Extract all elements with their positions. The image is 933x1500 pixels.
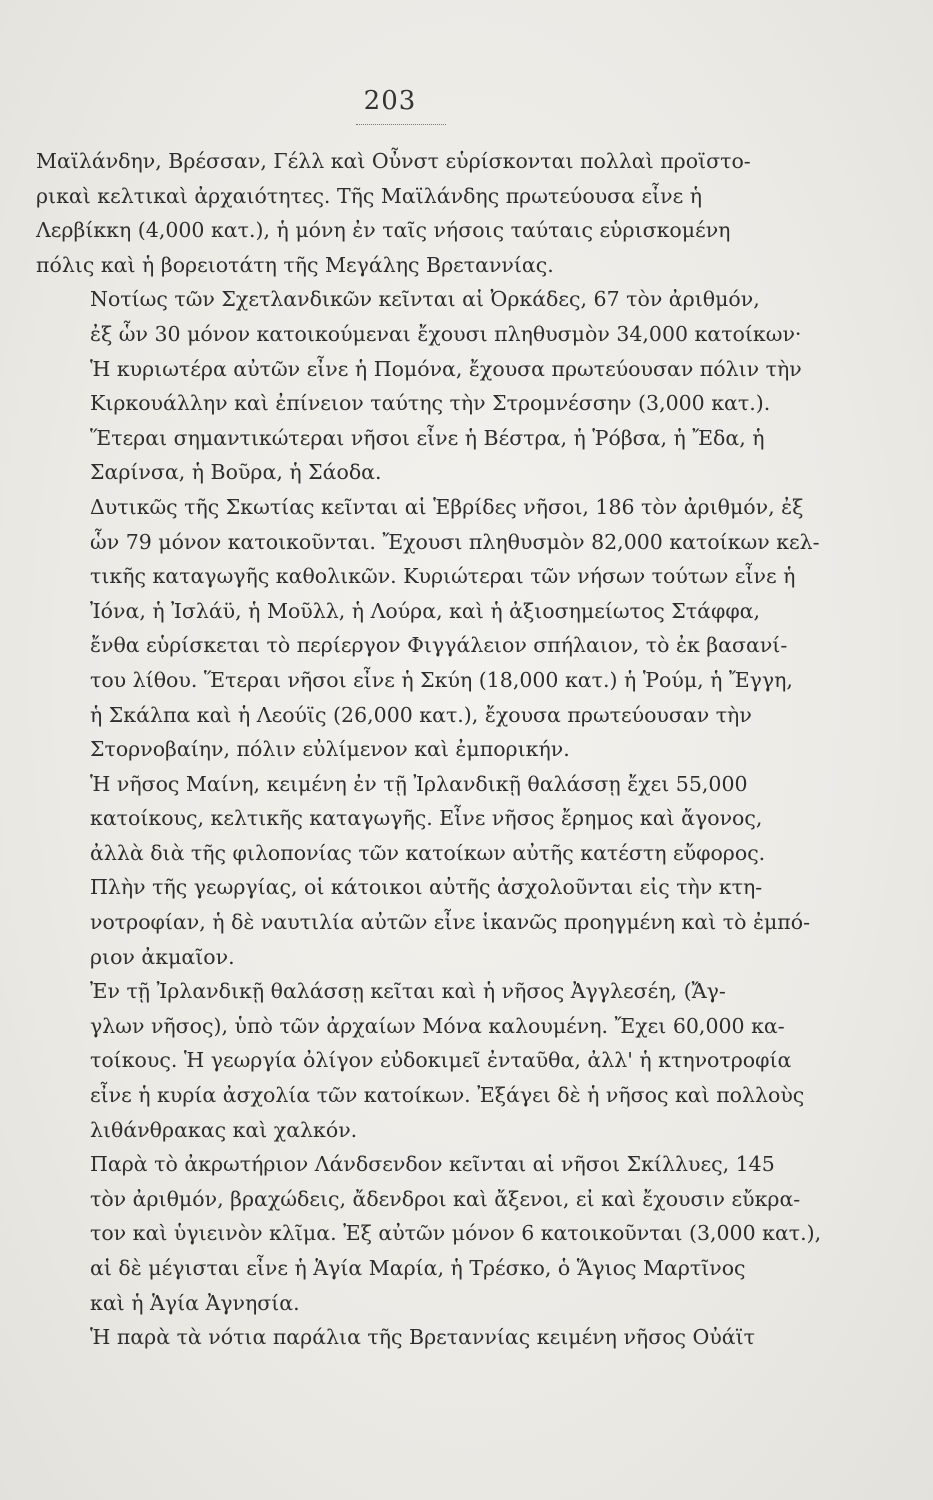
paragraph <box>36 490 820 767</box>
text-line: Σαρίνσα, ἡ Βοῦρα, ἡ Σάοδα. <box>90 460 382 485</box>
text-line: Κιρκουάλλην καὶ ἐπίνειον ταύτης τὴν Στρομνέσσην (3,000 κατ.). <box>90 391 771 416</box>
text-line: Ἐν τῇ Ἰρλανδικῇ θαλάσσῃ κεῖται καὶ ἡ νῆσος Ἀγγλεσέη, (Ἄγ- <box>90 979 726 1004</box>
text-line: Νοτίως τῶν Σχετλανδικῶν κεῖνται αἱ Ὀρκάδες, 67 τὸν ἀριθμόν, <box>90 287 760 312</box>
text-line: Ἡ κυριωτέρα αὐτῶν εἶνε ἡ Πομόνα, ἔχουσα πρωτεύουσαν πόλιν τὴν <box>90 356 802 381</box>
text-line: Πλὴν τῆς γεωργίας, οἱ κάτοικοι αὐτῆς ἀσχολοῦνται εἰς τὴν κτη- <box>90 875 763 900</box>
body-text <box>36 144 822 1355</box>
text-line: τον καὶ ὑγιεινὸν κλῖμα. Ἐξ αὐτῶν μόνον 6 κατοικοῦνται (3,000 κατ.), <box>90 1221 822 1246</box>
text-line: ριον ἀκμαῖον. <box>90 944 235 969</box>
text-line: Παρὰ τὸ ἀκρωτήριον Λάνδσενδον κεῖνται αἱ νῆσοι Σκίλλυες, 145 <box>90 1152 775 1177</box>
text-line: Ἡ νῆσος Μαίνη, κειμένη ἐν τῇ Ἰρλανδικῇ θαλάσσῃ ἔχει 55,000 <box>90 771 748 796</box>
text-line: εἶνε ἡ κυρία ἀσχολία τῶν κατοίκων. Ἐξάγει δὲ ἡ νῆσος καὶ πολλοὺς <box>90 1083 805 1108</box>
text-line: Ἰόνα, ἡ Ἰσλάϋ, ἡ Μοῦλλ, ἡ Λούρα, καὶ ἡ ἀξιοσημείωτος Στάφφα, <box>90 598 761 623</box>
paragraph <box>36 144 781 282</box>
text-line: τικῆς καταγωγῆς καθολικῶν. Κυριώτεραι τῶν νήσων τούτων εἶνε ἡ <box>90 564 796 589</box>
text-line: ἔνθα εὑρίσκεται τὸ περίεργον Φιγγάλειον σπήλαιον, τὸ ἐκ βασανί- <box>90 633 788 658</box>
paragraph <box>36 870 811 974</box>
text-line: ἡ Σκάλπα καὶ ἡ Λεούϊς (26,000 κατ.), ἔχουσα πρωτεύουσαν τὴν <box>90 702 752 727</box>
text-line: του λίθου. Ἕτεραι νῆσοι εἶνε ἡ Σκύη (18,000 κατ.) ἡ Ῥούμ, ἡ Ἔγγη, <box>90 667 793 692</box>
text-line: Λερβίκκη (4,000 κατ.), ἡ μόνη ἐν ταῖς νήσοις ταύταις εὑρισκομένη <box>36 218 731 243</box>
paragraph <box>36 282 802 490</box>
text-line: Ἡ παρὰ τὰ νότια παράλια τῆς Βρεταννίας κειμένη νῆσος Οὐάϊτ <box>90 1325 756 1350</box>
header-rule <box>356 124 446 125</box>
text-line: ἀλλὰ διὰ τῆς φιλοπονίας τῶν κατοίκων αὐτῆς κατέστη εὔφορος. <box>90 840 766 865</box>
text-line: Μαϊλάνδην, Βρέσσαν, Γέλλ καὶ Οὖνστ εὑρίσκονται πολλαὶ προϊστο- <box>36 149 751 173</box>
paragraph <box>36 1320 781 1355</box>
text-line: ὧν 79 μόνον κατοικοῦνται. Ἔχουσι πληθυσμὸν 82,000 κατοίκων κελ- <box>90 529 820 554</box>
text-line: πόλις καὶ ἡ βορειοτάτη τῆς Μεγάλης Βρεταννίας. <box>36 252 554 277</box>
text-line: αἱ δὲ μέγισται εἶνε ἡ Ἁγία Μαρία, ἡ Τρέσκο, ὁ Ἅγιος Μαρτῖνος <box>90 1256 746 1280</box>
text-line: καὶ ἡ Ἁγία Ἀγνησία. <box>90 1290 300 1315</box>
paragraph <box>36 974 805 1147</box>
page-number: 203 <box>363 86 417 116</box>
paragraph <box>36 1147 822 1320</box>
text-line: ρικαὶ κελτικαὶ ἀρχαιότητες. Τῆς Μαϊλάνδης πρωτεύουσα εἶνε ἡ <box>36 183 703 208</box>
paragraph <box>36 767 781 871</box>
text-line: Δυτικῶς τῆς Σκωτίας κεῖνται αἱ Ἑβρίδες νῆσοι, 186 τὸν ἀριθμόν, ἐξ <box>90 494 804 519</box>
text-line: τὸν ἀριθμόν, βραχώδεις, ἄδενδροι καὶ ἄξενοι, εἰ καὶ ἔχουσιν εὔκρα- <box>90 1186 801 1211</box>
text-line: Ἕτεραι σημαντικώτεραι νῆσοι εἶνε ἡ Βέστρα, ἡ Ῥόβσα, ἡ Ἔδα, ἡ <box>90 425 765 450</box>
text-line: νοτροφίαν, ἡ δὲ ναυτιλία αὐτῶν εἶνε ἱκανῶς προηγμένη καὶ τὸ ἐμπό- <box>90 910 811 935</box>
text-line: ἐξ ὧν 30 μόνον κατοικούμεναι ἔχουσι πληθυσμὸν 34,000 κατοίκων· <box>90 321 802 346</box>
text-line: γλων νῆσος), ὑπὸ τῶν ἀρχαίων Μόνα καλουμένη. Ἔχει 60,000 κα- <box>90 1013 785 1038</box>
text-line: Στορνοβαίην, πόλιν εὐλίμενον καὶ ἐμπορικήν. <box>90 737 570 762</box>
text-line: λιθάνθρακας καὶ χαλκόν. <box>90 1117 358 1142</box>
text-line: τοίκους. Ἡ γεωργία ὀλίγον εὐδοκιμεῖ ἐνταῦθα, ἀλλ' ἡ κτηνοτροφία <box>90 1048 792 1073</box>
text-line: κατοίκους, κελτικῆς καταγωγῆς. Εἶνε νῆσος ἔρημος καὶ ἄγονος, <box>90 806 763 831</box>
